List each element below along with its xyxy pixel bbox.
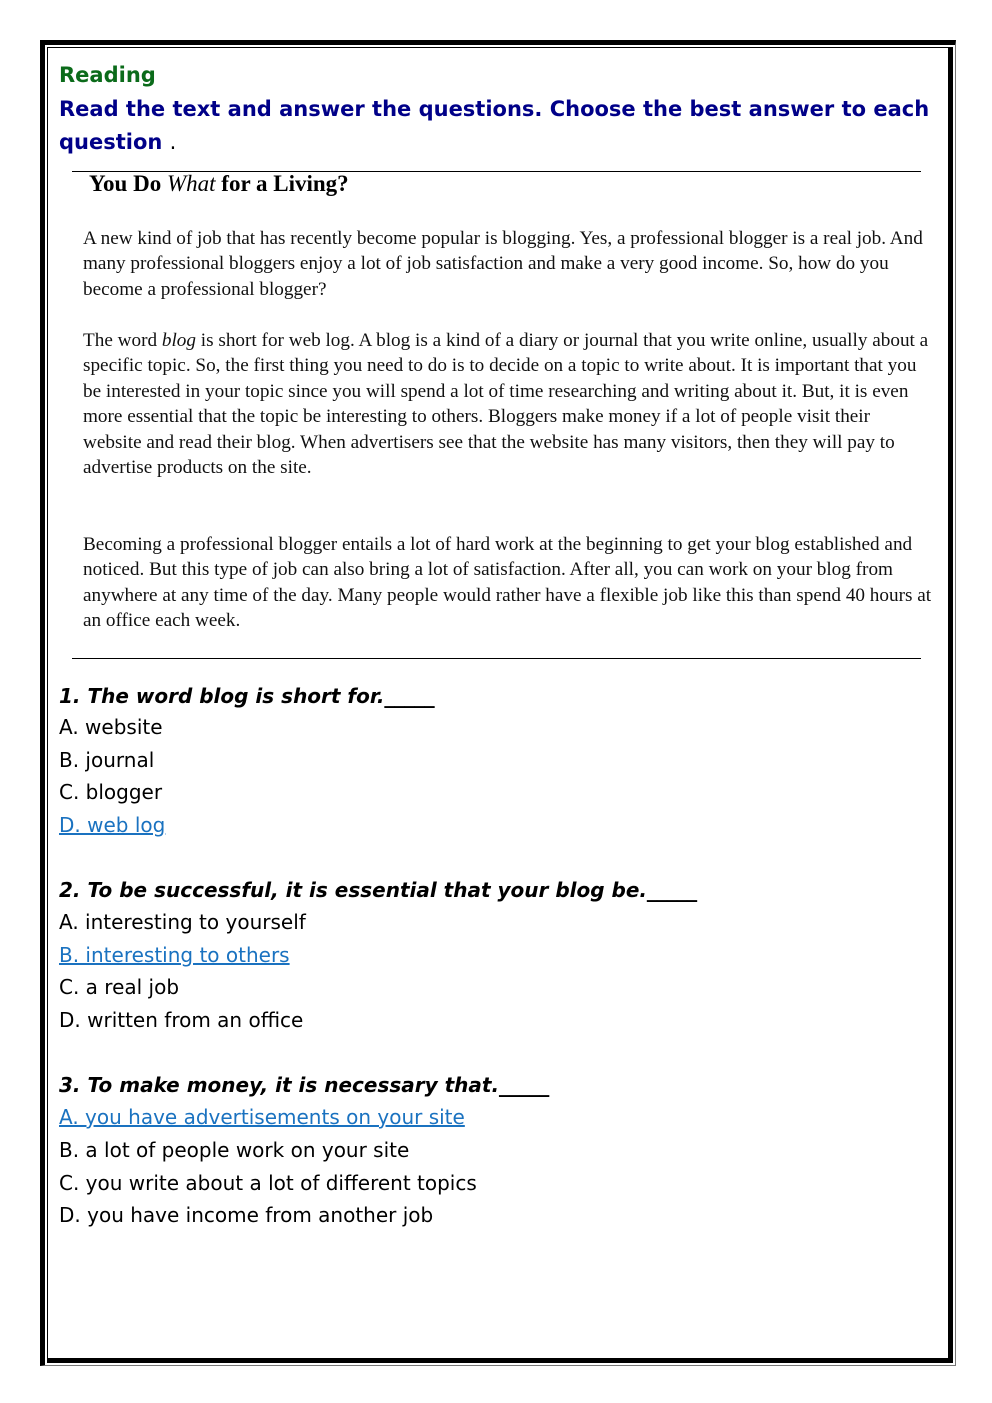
question-1-option-b[interactable]: B. journal — [59, 748, 155, 772]
question-1-prompt: 1. The word blog is short for._____ — [59, 684, 435, 708]
passage-title-italic: What — [166, 171, 216, 196]
para-italic-word: blog — [161, 330, 196, 351]
para-text: The word — [83, 330, 162, 351]
question-3-option-a-correct[interactable]: A. you have advertisements on your site — [59, 1105, 465, 1129]
passage-paragraph-1: A new kind of job that has recently become popular is blogging. Yes, a professional blogger is a real job. And many professional bloggers enjoy a lot of job satisfaction and make a very good income. So, how do you become a professional blogger? — [83, 228, 923, 300]
question-1-option-c[interactable]: C. blogger — [59, 780, 163, 804]
passage-title-part: You Do — [89, 171, 167, 196]
para-text: is short for web log. A blog is a kind of a diary or journal that you write online, usually about a specific topic. So, the first thing you need to do is to decide on a topic to write about. It is important that you be interested in your topic since you will spend a lot of time researching and writing about it. But, it is even more essential that the topic be interesting to others. Bloggers make money if a lot of people visit their website and read their blog. When advertisers see that the website has many visitors, then they will pay to advertise products on the site. — [83, 330, 929, 479]
passage-bottom-rule — [72, 658, 921, 659]
question-2-option-c[interactable]: C. a real job — [59, 975, 180, 999]
question-3-prompt: 3. To make money, it is necessary that._____ — [59, 1073, 550, 1097]
instructions-text: Read the text and answer the questions. Choose the best answer to each question — [59, 97, 930, 154]
question-2-option-b-correct[interactable]: B. interesting to others — [59, 943, 290, 967]
passage-title — [89, 171, 349, 197]
question-2-prompt: 2. To be successful, it is essential that your blog be._____ — [59, 878, 698, 902]
question-3-option-d[interactable]: D. you have income from another job — [59, 1203, 434, 1227]
passage-paragraph-3: Becoming a professional blogger entails a lot of hard work at the beginning to get your blog established and noticed. But this type of job can also bring a lot of satisfaction. After all, you can work on your blog from anywhere at any time of the day. Many people would rather have a flexible job like this than spend 40 hours at an office each week. — [83, 534, 932, 632]
passage-paragraph-2 — [83, 328, 933, 480]
question-3-option-c[interactable]: C. you write about a lot of different topics — [59, 1171, 477, 1195]
section-title: Reading — [59, 63, 156, 87]
passage-title-part: for a Living? — [215, 171, 349, 196]
question-3-option-b[interactable]: B. a lot of people work on your site — [59, 1138, 410, 1162]
question-2-option-a[interactable]: A. interesting to yourself — [59, 910, 306, 934]
question-1-option-d-correct[interactable]: D. web log — [59, 813, 166, 837]
instructions-end: . — [169, 130, 177, 154]
question-2-option-d[interactable]: D. written from an office — [59, 1008, 304, 1032]
question-1-option-a[interactable]: A. website — [59, 715, 163, 739]
instructions — [59, 93, 939, 159]
